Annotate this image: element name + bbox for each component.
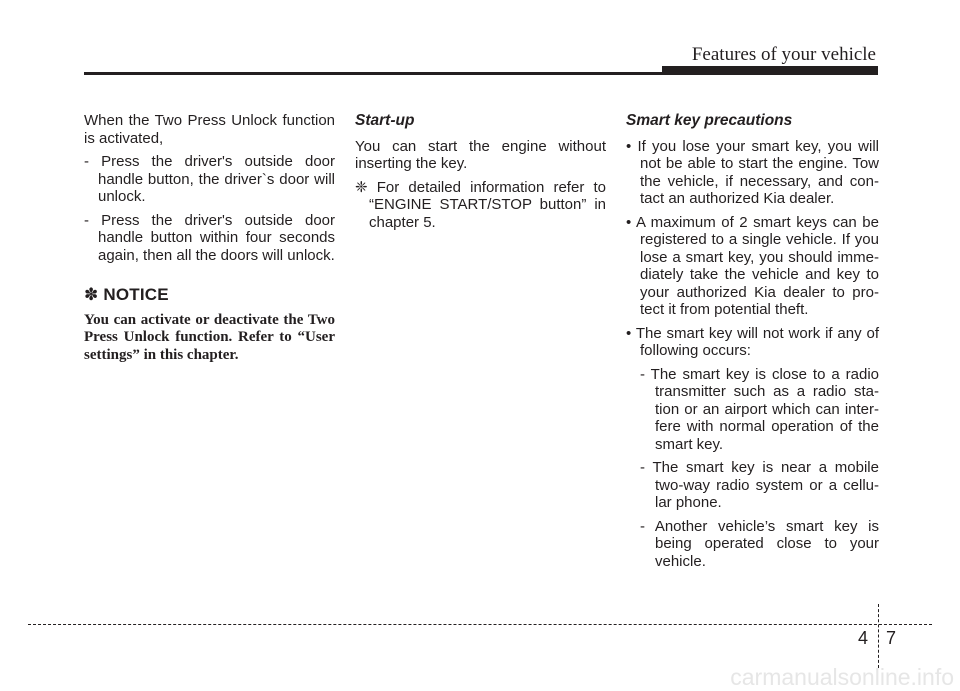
chapter-number: 4 [858,628,869,648]
list-item: • The smart key will not work if any of following occurs: [626,324,879,359]
sub-list-item: - Another vehicle’s smart key is being operated close to your vehicle. [640,517,879,570]
footer-rule [28,624,932,625]
sub-list-item: - The smart key is near a mobile two-way radio system or a cellu-lar phone. [640,459,879,511]
startup-note: ❈ For detailed information refer to “ENGINE START/STOP button” in chapter 5. [355,178,606,231]
list-item: • If you lose your smart key, you will not be able to start the engine. Tow the vehicle, if necessary, and con-tact an authorized Kia dealer. [626,137,879,207]
notice-body: You can activate or deactivate the Two Press Unlock function. Refer to “User settings” in this chapter. [84,311,335,363]
header-rule [84,72,878,75]
column-left [84,112,335,364]
startup-heading: Start-up [355,112,415,129]
column-middle [355,112,606,231]
precautions-heading: Smart key precautions [626,112,793,129]
notice-title: ✽ NOTICE [84,285,169,304]
startup-body: You can start the engine without inserting the key. [355,137,606,172]
list-item: - Press the driver's outside door handle button, the driver`s door will unlock. [84,153,335,205]
footer-divider [878,604,879,668]
sub-list-item: - The smart key is close to a radio transmitter such as a radio sta-tion or an airport which can inter-fere with normal operation of the smart key. [640,365,879,453]
page-number: 7 [886,628,897,648]
intro-text: When the Two Press Unlock function is activated, [84,112,335,147]
list-item: • A maximum of 2 smart keys can be registered to a single vehicle. If you lose a smart key, you should imme-diately take the vehicle and key to your authorized Kia dealer to pro-tect it from potential theft. [626,213,879,318]
section-title: Features of your vehicle [691,44,876,65]
list-item: - Press the driver's outside door handle button within four seconds again, then all the doors will unlock. [84,211,335,264]
column-right [626,112,879,570]
watermark: carmanualsonline.info [730,664,954,690]
